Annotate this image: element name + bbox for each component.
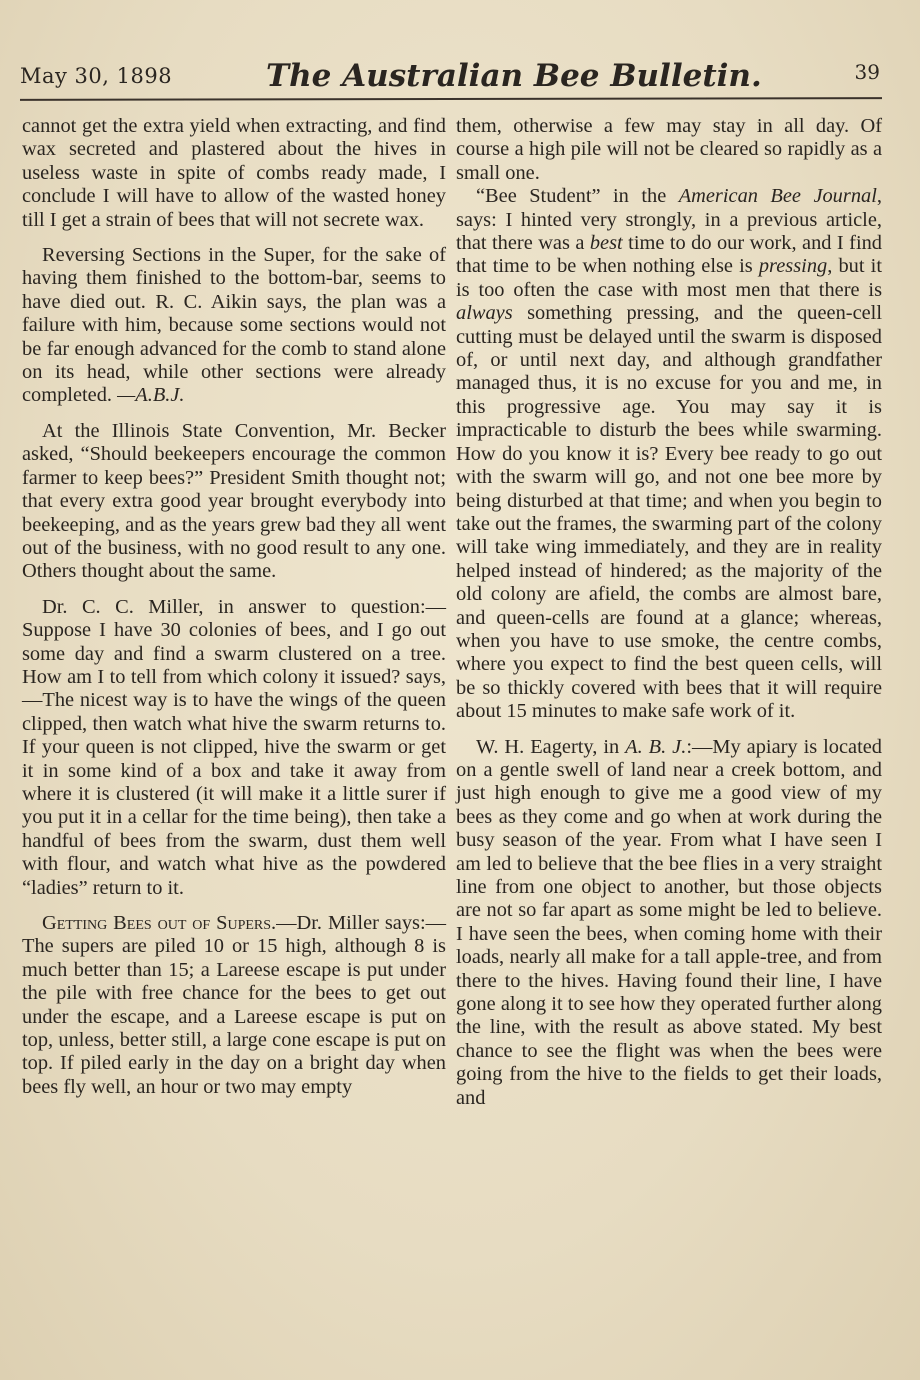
reversing-sections-text: Reversing Sections in the Super, for the sake of having them finished to the bottom-bar, seems to have died out. R. C. Aikin says, the plan was a failure with him, because some sections would not be far enough advanced for the comb to stand alone on its head, while other sections were already completed. <box>22 244 446 407</box>
bee-student-text-e: something pressing, and the queen-cell cutting must be delayed until the swarm is disposed of, or until next day, and although grandfather managed thus, it is no excuse for you and me, in this progressive age. You may say it is impracticable to disturb the bees while swarming. How do you know it is? Every bee ready to go out with the swarm will go, and not one bee more by being disturbed at that time; and when you begin to take out the frames, the swarming part of the colony will take wing immediately, and they are in reality helped instead of hindered; as the majority of the old colony are afield, the combs are almost bare, and queen-cells are found at a glance; whereas, when you have to use smoke, the centre combs, where you expect to find the best queen cells, will be so thickly covered with bees that it will require about 15 minutes to make safe work of it. <box>456 302 882 723</box>
eagerty-text-b: :—My apiary is located on a gentle swell of land near a creek bottom, and just high enough to give me a good view of my bees as they come and go when at work during the busy season of the year. From what I have seen I am led to believe that the bee flies in a very straight line from one object to another, but those objects are not so far apart as some might be led to believe. I have seen the bees, when coming home with their loads, nearly all make for a tall apple-tree, and from there to the hives. Having found their line, I have gone along it to see how they operated further along the line, with the result as above stated. My best chance to see the flight was when the bees were going from the hive to the fields to get their loads, and <box>456 735 882 1109</box>
bee-student-text-d: , but it is too often the case with most men that there is <box>456 255 882 301</box>
eagerty-source: A. B. J. <box>625 735 687 758</box>
emphasis-pressing: pressing <box>758 255 828 278</box>
paragraph-continued: them, otherwise a few may stay in all day. Of course a high pile will not be cleared so rapidly as a small one. <box>456 115 882 184</box>
emphasis-always: always <box>456 302 513 325</box>
emphasis-best: best <box>589 232 623 255</box>
eagerty-text-a: W. H. Eagerty, in <box>476 735 626 758</box>
bee-student-text-c: time to do our work, and I find that time to be when nothing else is <box>456 232 882 278</box>
paragraph-miller-swarm: Dr. C. C. Miller, in answer to question:—Suppose I have 30 colonies of bees, and I go out some day and find a swarm clustered on a tree. How am I to tell from which colony it issued? says, —The nicest way is to have the wings of the queen clipped, then watch what hive the swarm returns to. If your queen is not clipped, hive the swarm or get it in some kind of a box and take it away from where it is clustered (it will make it a little surer if you put it in a cellar for the time being), then take a handful of bees from the swarm, dust them well with flour, and watch what hive as the powdered “ladies” return to it. <box>22 595 446 899</box>
page-header <box>20 58 880 98</box>
journal-title: The Australian Bee Bulletin. <box>266 58 762 94</box>
paragraph-extracting: cannot get the extra yield when extracting, and find wax secreted and plastered about the hives in useless waste in spite of combs ready made, I conclude I will have to allow of the wasted honey till I get a strain of bees that will not secrete wax. <box>22 115 446 231</box>
issue-date: May 30, 1898 <box>20 64 173 88</box>
journal-name: American Bee Journal <box>678 185 877 208</box>
getting-bees-heading: Getting Bees out of Supers. <box>42 912 277 934</box>
header-rule <box>20 97 882 101</box>
right-column <box>456 115 882 1110</box>
bee-student-text-a: “Bee Student” in the <box>476 185 679 208</box>
paragraph-getting-bees-out <box>22 912 446 1099</box>
page-number: 39 <box>854 60 880 84</box>
reversing-sections-source: —A.B.J. <box>117 384 185 407</box>
paragraph-reversing-sections <box>22 244 446 408</box>
bee-student-text-b: , says: I hinted very strongly, in a previous article, that there was a <box>456 185 882 255</box>
paragraph-illinois-convention: At the Illinois State Convention, Mr. Becker asked, “Should beekeepers encourage the common farmer to keep bees?” President Smith thought not; that every extra good year brought everybody into beekeeping, and as the years grew bad they all went out of the business, with no good result to any one. Others thought about the same. <box>22 419 446 583</box>
paragraph-eagerty <box>456 736 882 1111</box>
getting-bees-body: —Dr. Miller says:—The supers are piled 10 or 15 high, although 8 is much better than 15; a Lareese escape is put under the pile with free chance for the bees to get out under the escape, and a Lareese escape is put on top, unless, better still, a large cone escape is put on top. If piled early in the day on a bright day when bees fly well, an hour or two may empty <box>22 912 447 1098</box>
paragraph-bee-student <box>456 185 882 723</box>
left-column <box>22 115 446 1099</box>
